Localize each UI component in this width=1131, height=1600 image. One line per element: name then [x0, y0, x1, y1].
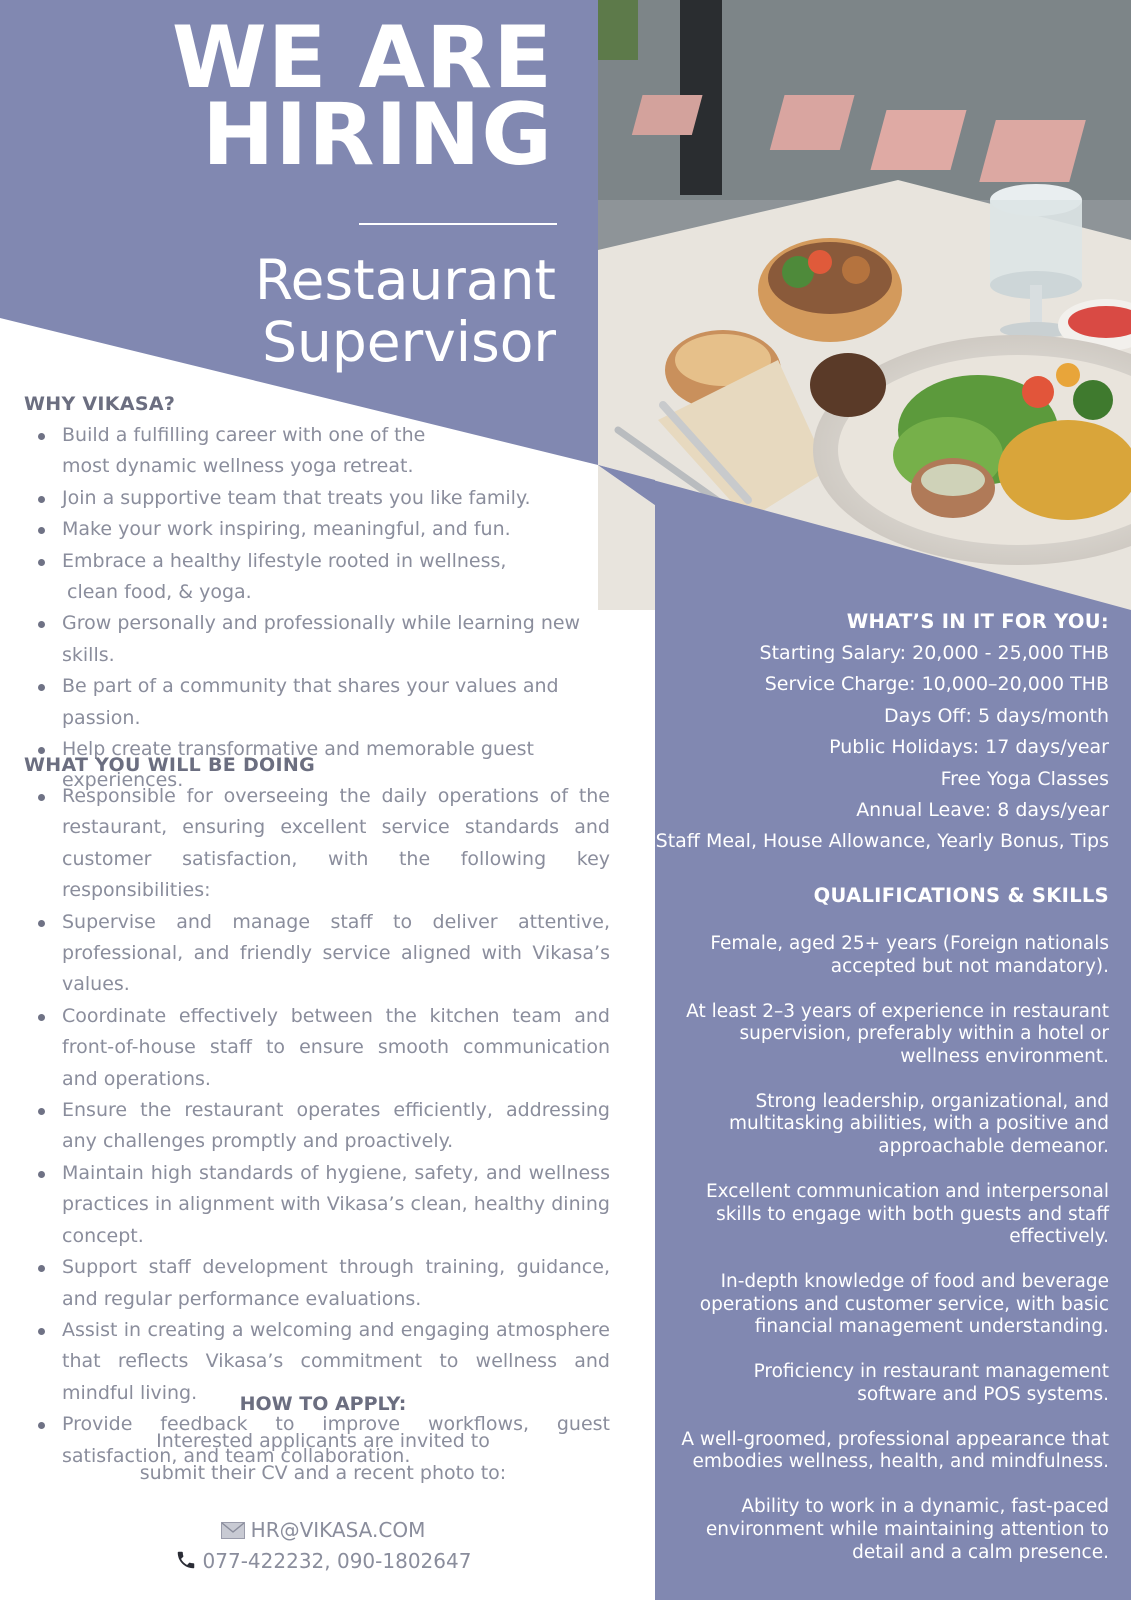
- list-item-text: Build a fulfilling career with one of the: [62, 424, 426, 446]
- list-item-text: clean food, & yoga.: [67, 581, 252, 604]
- perk-item: Free Yoga Classes: [940, 767, 1109, 790]
- phone-icon: [175, 1549, 197, 1576]
- list-item: [38, 546, 618, 609]
- list-item: Supervise and manage staff to deliver attentive, professional, and friendly service aligned with Vikasa’s values.: [38, 907, 610, 1001]
- list-item: [38, 420, 618, 483]
- qualification-item: Female, aged 25+ years (Foreign nationals accepted but not mandatory).: [710, 933, 1109, 977]
- qualification-item: Ability to work in a dynamic, fast-paced environment while maintaining attention to detail and a calm presence.: [705, 1496, 1109, 1563]
- qualifications-heading: QUALIFICATIONS & SKILLS: [813, 884, 1109, 907]
- hero-headline-line1: WE ARE: [171, 8, 553, 108]
- perk-item: Days Off: 5 days/month: [884, 704, 1109, 727]
- qualification-item: In-depth knowledge of food and beverage operations and customer service, with basic financial management understanding.: [699, 1271, 1109, 1338]
- doing-heading: WHAT YOU WILL BE DOING: [24, 754, 315, 776]
- contact-phone[interactable]: [0, 1549, 646, 1576]
- list-item: Support staff development through training, guidance, and regular performance evaluations.: [38, 1252, 610, 1315]
- list-item-text: Make your work inspiring, meaningful, and fun.: [62, 518, 511, 541]
- list-item: [38, 483, 618, 514]
- qualification-item: Excellent communication and interpersonal skills to engage with both guests and staff effectively.: [705, 1180, 1109, 1248]
- apply-line2: submit their CV and a recent photo to:: [139, 1461, 507, 1484]
- list-item: Ensure the restaurant operates efficiently, addressing any challenges promptly and proactively.: [38, 1095, 610, 1158]
- list-item-text: most dynamic wellness yoga retreat.: [62, 455, 414, 478]
- list-item-text: Be part of a community that shares your values and passion.: [62, 675, 559, 729]
- job-title-line1: Restaurant: [254, 248, 556, 312]
- apply-heading: HOW TO APPLY:: [239, 1393, 407, 1415]
- perk-item: Annual Leave: 8 days/year: [856, 799, 1109, 822]
- phone-numbers[interactable]: 077-422232, 090-1802647: [202, 1549, 472, 1573]
- list-item-text: Help create transformative and memorable guest experiences.: [62, 738, 534, 792]
- list-item: Maintain high standards of hygiene, safety, and wellness practices in alignment with Vikasa’s clean, healthy dining concept.: [38, 1158, 610, 1252]
- list-item-text: Embrace a healthy lifestyle rooted in wellness,: [62, 549, 507, 572]
- qualification-item: Strong leadership, organizational, and multitasking abilities, with a positive and approachable demeanor.: [729, 1090, 1109, 1157]
- list-item: Provide feedback to improve workflows, guest satisfaction, and team collaboration.: [38, 1409, 610, 1472]
- apply-line1: Interested applicants are invited to: [156, 1430, 490, 1452]
- why-list: [38, 420, 618, 797]
- list-item-text: Grow personally and professionally while learning new skills.: [62, 612, 581, 666]
- list-item: [38, 514, 618, 545]
- title-divider: [359, 223, 557, 225]
- perks-list: [656, 638, 1109, 858]
- contact-email[interactable]: [0, 1518, 646, 1544]
- list-item: Coordinate effectively between the kitchen team and front-of-house staff to ensure smooth communication and operations.: [38, 1001, 610, 1095]
- hero-headline-line2: HIRING: [202, 85, 553, 185]
- perks-heading: WHAT’S IN IT FOR YOU:: [846, 610, 1109, 633]
- job-title: [255, 249, 556, 373]
- qualification-item: Proficiency in restaurant management software and POS systems.: [753, 1361, 1109, 1405]
- list-item: [38, 608, 618, 671]
- perk-item: Staff Meal, House Allowance, Yearly Bonus, Tips: [655, 830, 1109, 853]
- list-item-text: Join a supportive team that treats you like family.: [62, 486, 531, 509]
- perk-item: Starting Salary: 20,000 - 25,000 THB: [759, 642, 1109, 664]
- qualification-item: A well-groomed, professional appearance that embodies wellness, health, and mindfulness.: [681, 1428, 1109, 1473]
- job-title-line2: Supervisor: [262, 310, 556, 374]
- apply-instructions: [0, 1426, 646, 1489]
- qualification-item: At least 2–3 years of experience in restaurant supervision, preferably within a hotel or wellness environment.: [686, 1000, 1109, 1067]
- hero-headline: [171, 8, 553, 185]
- qualifications-list: [669, 933, 1109, 1587]
- list-item: Responsible for overseeing the daily operations of the restaurant, ensuring excellent service standards and customer satisfaction, with the following key responsibilities:: [38, 781, 610, 907]
- envelope-icon: [221, 1520, 245, 1544]
- list-item: Assist in creating a welcoming and engaging atmosphere that reflects Vikasa’s commitment to wellness and mindful living.: [38, 1315, 610, 1409]
- why-heading: WHY VIKASA?: [24, 393, 176, 415]
- list-item: [38, 671, 618, 734]
- email-address[interactable]: HR@VIKASA.COM: [250, 1518, 426, 1542]
- doing-list: [38, 781, 610, 1472]
- perk-item: Service Charge: 10,000–20,000 THB: [764, 673, 1109, 696]
- perk-item: Public Holidays: 17 days/year: [829, 736, 1109, 759]
